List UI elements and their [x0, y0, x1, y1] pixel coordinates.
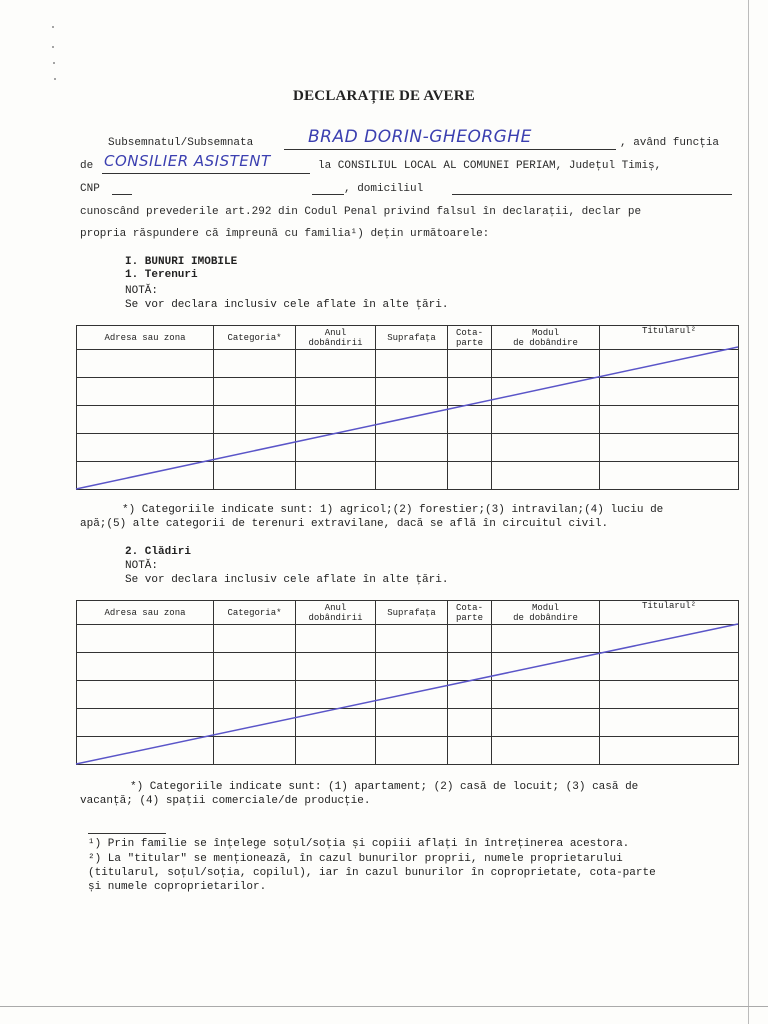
nota-text: Se vor declara inclusiv cele aflate în alte țări. — [125, 299, 449, 311]
page-edge-bottom — [0, 1006, 768, 1007]
col-anul: Anul dobândirii — [296, 601, 376, 625]
table-row — [77, 378, 739, 406]
terenuri-footnote-1: *) Categoriile indicate sunt: 1) agricol;(2) forestier;(3) intravilan;(4) luciu de — [122, 504, 664, 516]
declarant-name-handwritten: BRAD DORIN-GHEORGHE — [308, 127, 532, 147]
table-row — [77, 406, 739, 434]
intro-cnp-label: CNP — [80, 183, 100, 195]
intro-function-label: , având funcția — [620, 137, 720, 149]
terenuri-footnote-2: apă;(5) alte categorii de terenuri extravilane, dacă se află în circuitul civil. — [80, 518, 609, 530]
footnote-separator — [88, 833, 166, 834]
function-underline — [102, 173, 310, 174]
intro-legal-line: cunoscând prevederile art.292 din Codul Penal privind falsul în declarații, declar pe — [80, 206, 642, 218]
cnp-underline-2 — [312, 194, 344, 195]
col-adresa: Adresa sau zona — [77, 326, 214, 350]
document-title: DECLARAȚIE DE AVERE — [293, 88, 475, 104]
footnote-titular-3: și numele coproprietarilor. — [88, 881, 267, 893]
function-handwritten: CONSILIER ASISTENT — [104, 152, 271, 170]
col-titularul: Titularul² — [600, 326, 739, 350]
subsection-cladiri: 2. Clădiri — [125, 546, 192, 558]
col-suprafata: Suprafața — [376, 326, 448, 350]
domiciliu-underline — [452, 194, 732, 195]
nota-label: NOTĂ: — [125, 285, 159, 297]
table-row — [77, 709, 739, 737]
table-row — [77, 462, 739, 490]
col-cota: Cota- parte — [448, 326, 492, 350]
terenuri-table — [76, 325, 739, 490]
col-anul: Anul dobândirii — [296, 326, 376, 350]
intro-declare-line: propria răspundere că împreună cu familia¹) dețin următoarele: — [80, 228, 490, 240]
footnote-familie: ¹) Prin familie se înțelege soțul/soția și copiii aflați în întreținerea acestora. — [88, 838, 630, 850]
table-row — [77, 625, 739, 653]
page-edge — [748, 0, 749, 1024]
col-categoria: Categoria* — [214, 601, 296, 625]
nota-text-2: Se vor declara inclusiv cele aflate în alte țări. — [125, 574, 449, 586]
col-cota: Cota- parte — [448, 601, 492, 625]
table-row — [77, 681, 739, 709]
nota-label-2: NOTĂ: — [125, 560, 159, 572]
section-bunuri-imobile: I. BUNURI IMOBILE — [125, 256, 238, 268]
cladiri-footnote-1: *) Categoriile indicate sunt: (1) apartament; (2) casă de locuit; (3) casă de — [130, 781, 639, 793]
table-row — [77, 350, 739, 378]
col-modul: Modul de dobândire — [492, 326, 600, 350]
table-row — [77, 653, 739, 681]
cnp-underline-1 — [112, 194, 132, 195]
table-row — [77, 434, 739, 462]
footnote-titular-2: (titularul, soțul/soția, copilul), iar în cazul bunurilor în coproprietate, cota-parte — [88, 867, 656, 879]
intro-de-label: de — [80, 160, 94, 172]
name-underline — [284, 149, 616, 150]
col-categoria: Categoria* — [214, 326, 296, 350]
col-adresa: Adresa sau zona — [77, 601, 214, 625]
col-suprafata: Suprafața — [376, 601, 448, 625]
cladiri-table — [76, 600, 739, 765]
col-modul: Modul de dobândire — [492, 601, 600, 625]
intro-institution: la CONSILIUL LOCAL AL COMUNEI PERIAM, Județul Timiș, — [318, 160, 662, 172]
col-titularul: Titularul² — [600, 601, 739, 625]
intro-domiciliu-label: , domiciliul — [344, 183, 424, 195]
footnote-titular-1: ²) La "titular" se menționează, în cazul bunurilor proprii, numele proprietarului — [88, 853, 623, 865]
subsection-terenuri: 1. Terenuri — [125, 269, 198, 281]
table-row — [77, 737, 739, 765]
intro-subsemnatul-label: Subsemnatul/Subsemnata — [108, 137, 254, 149]
cladiri-footnote-2: vacanță; (4) spații comerciale/de producție. — [80, 795, 371, 807]
